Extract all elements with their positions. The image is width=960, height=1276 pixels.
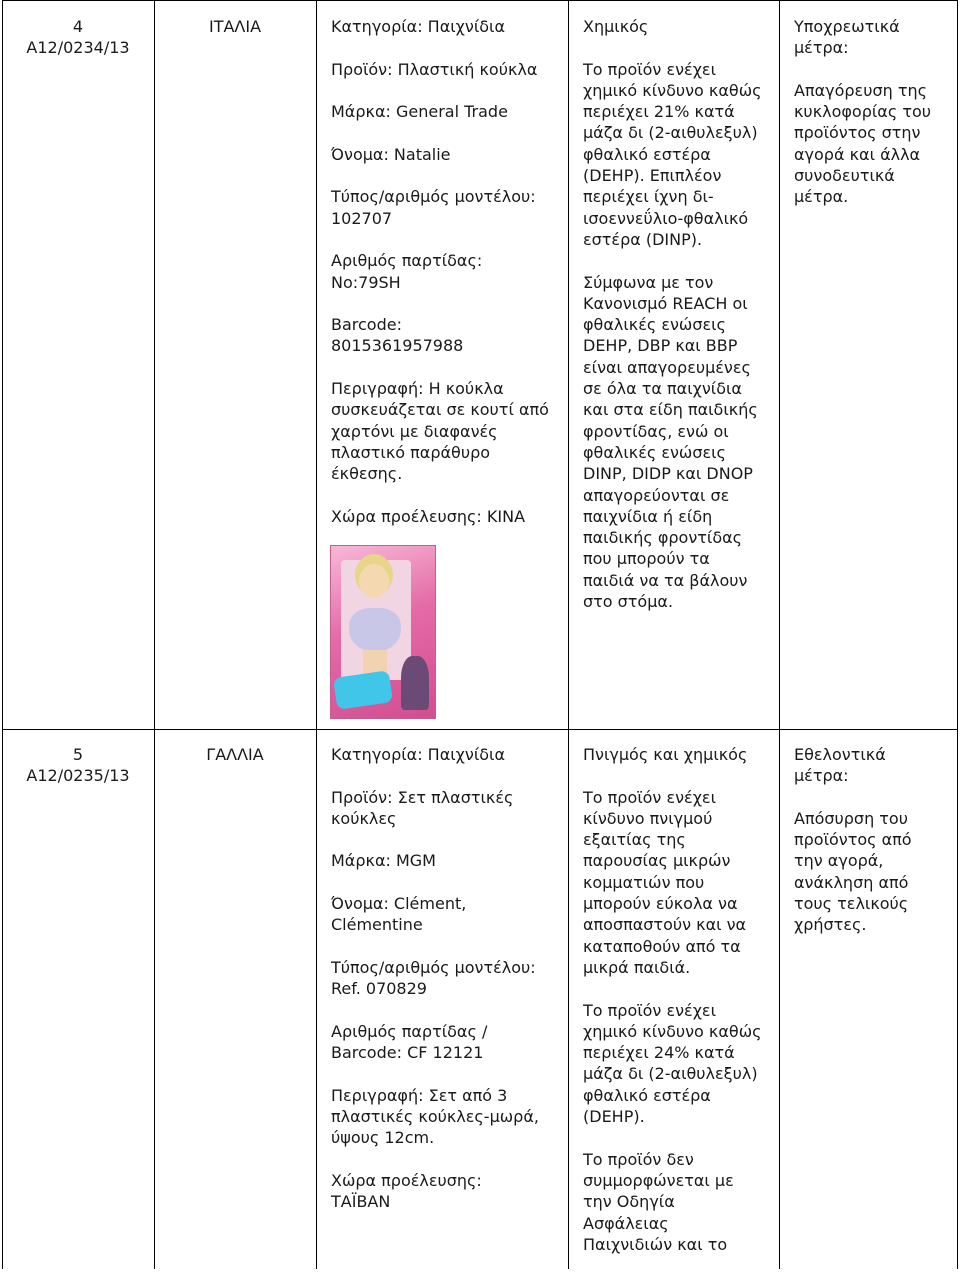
product-info-cell [331, 744, 561, 1234]
product-info-cell [331, 16, 561, 548]
row-reference: A12/0235/13 [26, 766, 130, 786]
column-divider [779, 0, 780, 1269]
country-cell [154, 16, 316, 37]
product-photo [330, 545, 436, 719]
product-description: Περιγραφή: Η κούκλα συσκευάζεται σε κουτί από χαρτόνι με διαφανές πλαστικό παράθυρο έκθεσης. [331, 379, 549, 484]
row-reference: A12/0234/13 [26, 38, 130, 58]
measures-cell [794, 16, 954, 229]
product-name: Όνομα: Natalie [331, 144, 451, 164]
product-origin: Χώρα προέλευσης: ΤΑΪΒΑΝ [331, 1170, 482, 1212]
risk-cell [583, 16, 773, 634]
measures-description: Απόσυρση του προϊόντος από την αγορά, ανάκληση από τους τελικούς χρήστες. [794, 808, 912, 935]
product-description: Περιγραφή: Σετ από 3 πλαστικές κούκλες-μωρά, ύψους 12cm. [331, 1085, 539, 1148]
measures-description: Απαγόρευση της κυκλοφορίας του προϊόντος στην αγορά και άλλα συνοδευτικά μέτρα. [794, 80, 931, 207]
risk-cell [583, 744, 773, 1276]
product-batch: Αριθμός παρτίδας: No:79SH [331, 251, 483, 292]
country: ΓΑΛΛΙΑ [206, 745, 264, 764]
row-divider [2, 729, 958, 730]
measures-type: Υποχρεωτικά μέτρα: [794, 17, 900, 58]
product-batch: Αριθμός παρτίδας / Barcode: CF 12121 [331, 1021, 488, 1063]
column-divider [568, 0, 569, 1269]
risk-type: Πνιγμός και χημικός [583, 745, 748, 764]
product-category: Κατηγορία: Παιχνίδια [331, 745, 505, 764]
row-number: 4 [72, 17, 84, 36]
country-cell [154, 744, 316, 765]
row-number-cell [2, 744, 154, 787]
product-barcode: Barcode: 8015361957988 [331, 315, 464, 356]
product-model: Τύπος/αριθμός μοντέλου: Ref. 070829 [331, 957, 536, 999]
product-category: Κατηγορία: Παιχνίδια [331, 17, 505, 36]
risk-description: Το προϊόν ενέχει κίνδυνο πνιγμού εξαιτίας της παρουσίας μικρών κομματιών που μπορούν εύκολα να αποσπαστούν και να καταποθούν από τα μικρά παιδιά. [583, 787, 747, 977]
product-model: Τύπος/αριθμός μοντέλου: 102707 [331, 187, 536, 228]
risk-regulation: Σύμφωνα με τον Κανονισμό REACH οι φθαλικές ενώσεις DEHP, DBP και BBP είναι απαγορευμένες σε όλα τα παιχνίδια και στα είδη παιδικής φροντίδας, ενώ οι φθαλικές ενώσεις DINP, DIDP και DNOP απαγορεύονται σε παιχνίδια ή είδη παιδικής φροντίδας που μπορούν τα παιδιά να τα βάλουν στο στόμα. [583, 272, 758, 612]
measures-type: Εθελοντικά μέτρα: [794, 745, 886, 786]
row-number-cell [2, 16, 154, 59]
product-brand: Μάρκα: MGM [331, 851, 436, 871]
table-right-border [957, 0, 958, 1269]
risk-directive: Το προϊόν δεν συμμορφώνεται με την Οδηγία Ασφάλειας Παιχνιδιών και το [583, 1149, 734, 1254]
risk-chemical: Το προϊόν ενέχει χημικό κίνδυνο καθώς περιέχει 24% κατά μάζα δι (2-αιθυλεξυλ) φθαλικό εστέρα (DEHP). [583, 1000, 762, 1127]
row-number: 5 [72, 745, 84, 764]
risk-description: Το προϊόν ενέχει χημικό κίνδυνο καθώς περιέχει 21% κατά μάζα δι (2-αιθυλεξυλ) φθαλικό εστέρα (DEHP). Επιπλέον περιέχει ίχνη δι-ισοεννεΰλιο-φθαλικό εστέρα (DINP). [583, 59, 762, 249]
product-origin: Χώρα προέλευσης: ΚΙΝΑ [331, 506, 526, 526]
product-type: Προϊόν: Πλαστική κούκλα [331, 59, 538, 79]
table-left-border [2, 0, 3, 1269]
country: ΙΤΑΛΙΑ [208, 17, 262, 36]
column-divider [154, 0, 155, 1269]
product-brand: Μάρκα: General Trade [331, 102, 508, 122]
table-top-border [2, 0, 958, 1]
product-type: Προϊόν: Σετ πλαστικές κούκλες [331, 787, 514, 828]
risk-type: Χημικός [583, 17, 649, 36]
measures-cell [794, 744, 954, 957]
product-name: Όνομα: Clément, Clémentine [331, 894, 467, 935]
column-divider [316, 0, 317, 1269]
